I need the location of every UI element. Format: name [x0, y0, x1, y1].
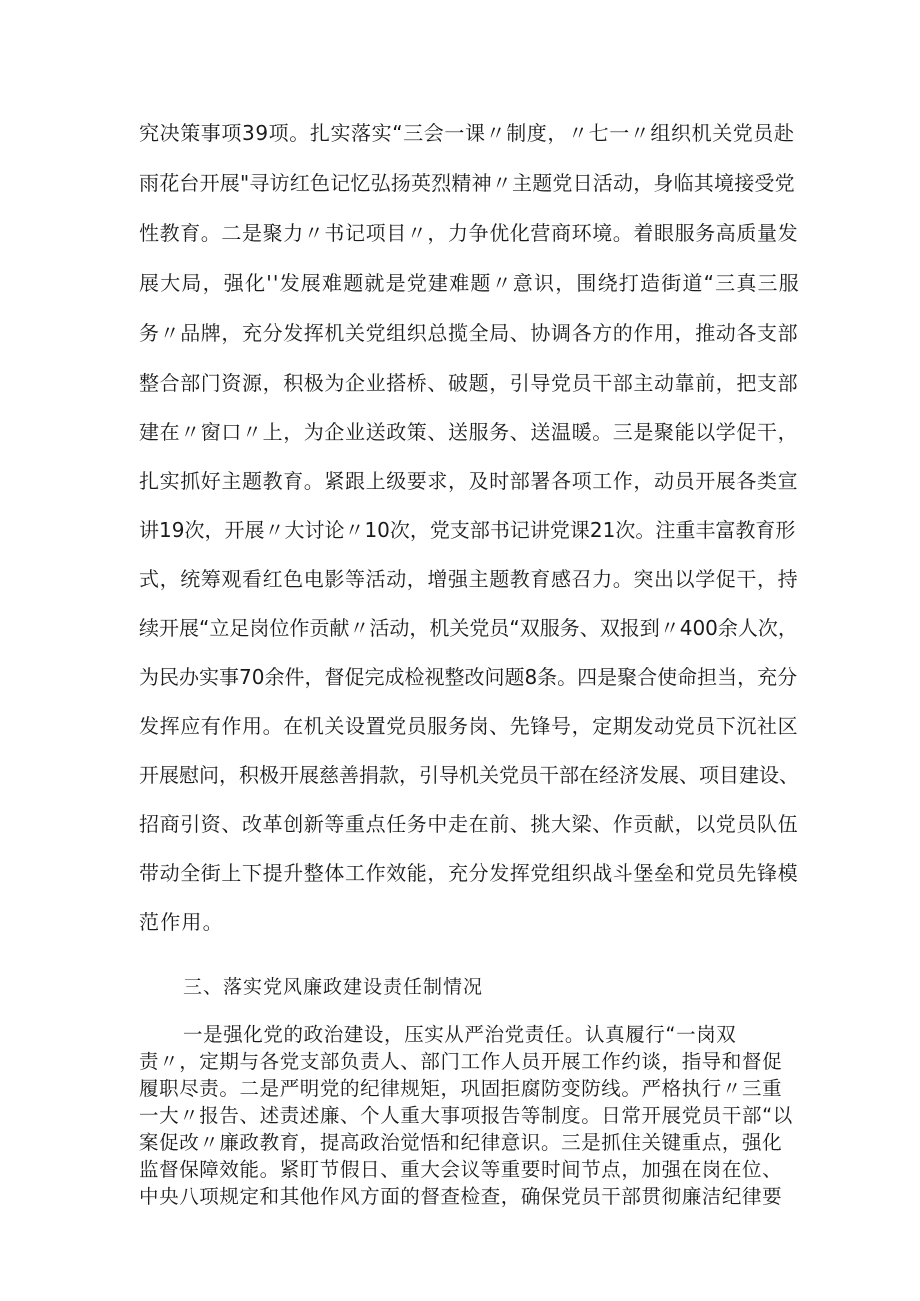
text-line: 中央八项规定和其他作风方面的督查检查，确保党员干部贯彻廉洁纪律要: [139, 1185, 783, 1208]
text-line: 为民办实事70余件，督促完成检视整改问题8条。四是聚合使命担当，充分: [139, 665, 798, 689]
text-line: 带动全街上下提升整体工作效能，充分发挥党组织战斗堡垒和党员先锋模: [139, 861, 799, 885]
text-line: 式，统筹观看红色电影等活动，增强主题教育感召力。突出以学促干，持: [139, 567, 799, 591]
text-line: 招商引资、改革创新等重点任务中走在前、挑大梁、作贡献，以党员队伍: [139, 812, 799, 836]
text-line: 务〃品牌，充分发挥机关党组织总揽全局、协调各方的作用，推动各支部: [139, 321, 799, 345]
text-line: 扎实抓好主题教育。紧跟上级要求，及时部署各项工作，动员开展各类宣: [139, 469, 799, 493]
text-line: 监督保障效能。紧盯节假日、重大会议等重要时间节点，加强在岗在位、: [139, 1158, 783, 1181]
text-line: 范作用。: [139, 910, 224, 934]
text-line: 展大局，强化''发展难题就是党建难题〃意识，围绕打造街道“三真三服: [139, 271, 800, 295]
text-line: 一大〃报告、述责述廉、个人重大事项报告等制度。日常开展党员干部“以: [139, 1104, 793, 1127]
text-line: 雨花台开展"寻访红色记忆弘扬英烈精神〃主题党日活动，身临其境接受党: [139, 171, 795, 195]
text-line: 整合部门资源，积极为企业搭桥、破题，引导党员干部主动靠前，把支部: [139, 371, 799, 395]
text-line: 究决策事项39项。扎实落实“三会一课〃制度，〃七一〃组织机关党员赴: [139, 121, 795, 145]
text-line: 案促改〃廉政教育，提高政治觉悟和纪律意识。三是抓住关键重点，强化: [139, 1131, 783, 1154]
text-line: 建在〃窗口〃上，为企业送政策、送服务、送温暖。三是聚能以学促干，: [139, 420, 799, 444]
text-line: 一是强化党的政治建设，压实从严治党责任。认真履行“一岗双: [183, 1023, 737, 1046]
text-line: 续开展“立足岗位作贡献〃活动，机关党员“双服务、双报到〃400余人次，: [139, 616, 798, 640]
text-line: 性教育。二是聚力〃书记项目〃，力争优化营商环境。着眼服务高质量发: [139, 221, 799, 245]
text-line: 开展慰问，积极开展慈善捐款，引导机关党员干部在经济发展、项目建设、: [139, 763, 799, 787]
text-line: 发挥应有作用。在机关设置党员服务岗、先锋号，定期发动党员下沉社区: [139, 714, 799, 738]
text-line: 责〃，定期与各党支部负责人、部门工作人员开展工作约谈，指导和督促: [139, 1050, 783, 1073]
section-heading: 三、落实党风廉政建设责任制情况: [183, 976, 484, 998]
text-line: 讲19次，开展〃大讨论〃10次，党支部书记讲党课21次。注重丰富教育形: [139, 518, 796, 542]
text-line: 履职尽责。二是严明党的纪律规矩，巩固拒腐防变防线。严格执行〃三重: [139, 1077, 783, 1100]
